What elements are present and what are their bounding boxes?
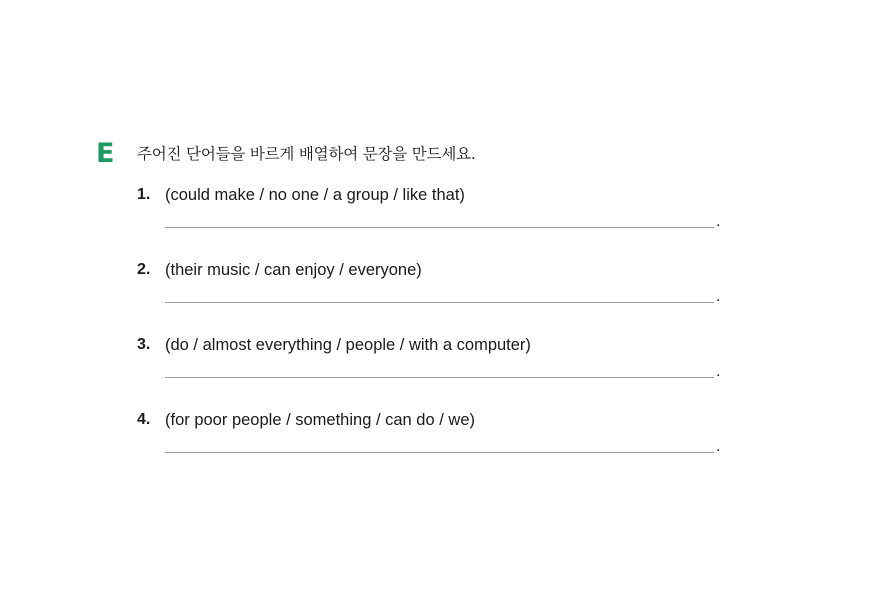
answer-line[interactable]	[165, 227, 714, 228]
answer-period: .	[716, 438, 721, 455]
section-letter: E	[96, 138, 115, 169]
answer-line[interactable]	[165, 452, 714, 453]
answer-period: .	[716, 363, 721, 380]
item-prompt: (could make / no one / a group / like that)	[165, 186, 465, 204]
answer-line[interactable]	[165, 377, 714, 378]
section-instruction: 주어진 단어들을 바르게 배열하여 문장을 만드세요.	[137, 145, 476, 163]
item-number: 4.	[137, 411, 151, 428]
item-prompt: (their music / can enjoy / everyone)	[165, 261, 422, 279]
answer-period: .	[716, 288, 721, 305]
item-prompt: (for poor people / something / can do / we)	[165, 411, 476, 429]
answer-period: .	[716, 213, 721, 230]
item-number: 3.	[137, 336, 151, 353]
item-number: 2.	[137, 261, 151, 278]
item-prompt: (do / almost everything / people / with a computer)	[165, 336, 531, 354]
item-number: 1.	[137, 186, 151, 203]
answer-line[interactable]	[165, 302, 714, 303]
